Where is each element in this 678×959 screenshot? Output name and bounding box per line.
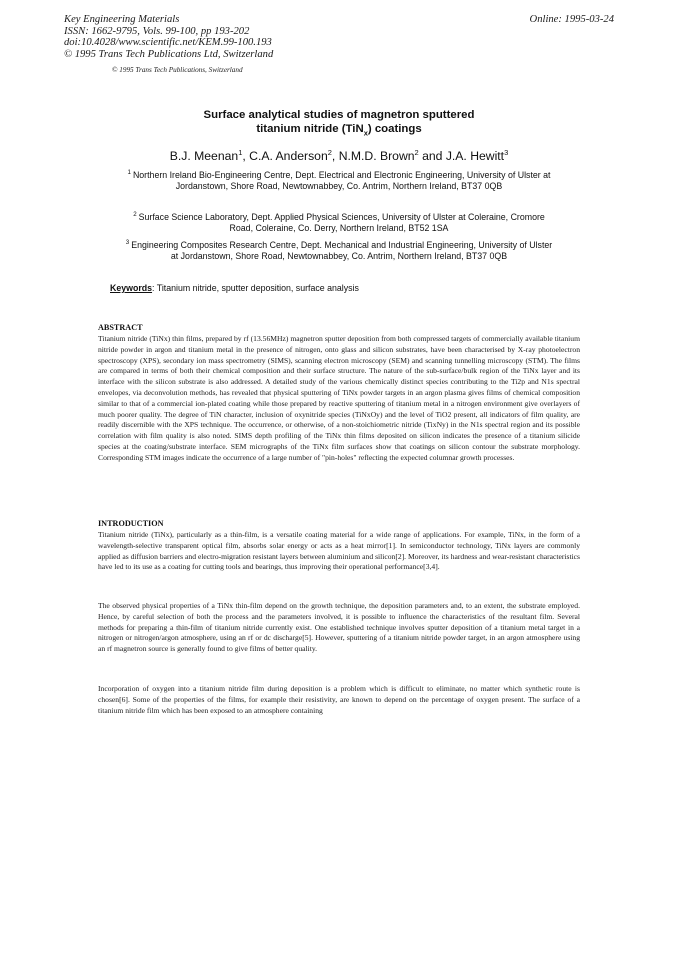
journal-issn: ISSN: 1662-9795, Vols. 99-100, pp 193-202 — [64, 25, 250, 37]
author-affiliation-mark: 2 — [414, 148, 419, 157]
keywords-label: Keywords — [110, 283, 153, 293]
paragraph: Titanium nitride (TiNx), particularly as a thin-film, is a versatile coating material for a wide range of applications. For example, TiNx, in the form of a wavelength-selective transparent optical film, absorbs solar energy or acts as a heat mirror[1]. In semiconductor technology, TiNx layers are commonly applied as diffusion barriers and electro-migration resistant layers between aluminium and silicon[2]. Moreover, its hardness and wear-resistant characteristics have led to its use as a coating for cutting tools and bearings, thus improving their operational performance[3,4]. — [98, 530, 580, 572]
title-line-1: Surface analytical studies of magnetron sputtered — [203, 109, 475, 121]
paper-title — [110, 108, 568, 140]
affiliation: $^3$ Engineering Composites Research Centre, Dept. Mechanical and Industrial Engineering, University of Ulster at Jordanstown, Shore Road, Newtownabbey, Co. Antrim, Northern Ireland, BT37 0QB — [125, 239, 553, 262]
author-name: N.M.D. Brown — [338, 149, 415, 164]
online-date: Online: 1995-03-24 — [529, 14, 614, 25]
affiliation: $^2$ Surface Science Laboratory, Dept. Applied Physical Sciences, University of Ulster at Coleraine, Cromore Road, Coleraine, Co. Derry, Northern Ireland, BT52 1SA — [133, 211, 545, 234]
journal-doi[interactable]: doi:10.4028/www.scientific.net/KEM.99-100.193 — [64, 37, 272, 49]
abstract-heading: ABSTRACT — [98, 323, 143, 332]
author-affiliation-mark: 3 — [504, 148, 509, 157]
abstract-text: Titanium nitride (TiNx) thin films, prepared by rf (13.56MHz) magnetron sputter deposition from both compressed targets of commercially available titanium nitride powder in argon and titanium metal in the presence of nitrogen, onto glass and silicon substrates, have been characterised by X-ray photoelectron spectroscopy (XPS), secondary ion mass spectrometry (SIMS), scanning electron microscopy (SEM) and scanning tunnelling microscopy (STM). The films are compared in terms of both their chemical composition and their surface structure. The nature of the sub-surface/bulk region of the TiNx layer and its interface with the silicon substrate is also addressed. A detailed study of the various chemically distinct species contributing to the Ti2p and N1s spectral envelopes, via deconvolution methods, has revealed that physical sputtering of TiNx powder targets in an argon plasma gives films of chemical composition similar to that of a commercial ion-plated coating while those prepared by reactive sputtering of titanium metal in a nitrogen environment give overlayers of much poorer quality. The degree of TiN character, inclusion of oxynitride species (TiNxOy) and the level of TiO2 present, all indicators of film quality, are readily discernible with the XPS technique. The occurrence, or otherwise, of a non-stoichiometric nitride (TixNy) in the N1s spectral region and its possible correlation with film quality is also noted. SIMS depth profiling of the TiNx thin films deposited on silicon indicates the presence of a titanium silicide species at the coating/substrate interface. SEM micrographs of the TiNx film surfaces show that coatings on silicon contour the substrate morphology. Corresponding STM images indicate the occurrence of a large number of "pin-holes" reflecting the expected columnar growth processes. — [98, 334, 580, 462]
keywords-list: : Titanium nitride, sputter deposition, surface analysis — [152, 283, 359, 293]
affiliation: $^1$ Northern Ireland Bio-Engineering Centre, Dept. Electrical and Electronic Engineering, University of Ulster at Jordanstown, Shore Road, Newtownabbey, Co. Antrim, Northern Ireland, BT37 0QB — [127, 169, 551, 192]
journal-header — [64, 14, 484, 60]
author-affiliation-mark: 2 — [327, 148, 332, 157]
journal-copyright: © 1995 Trans Tech Publications Ltd, Switzerland — [64, 48, 274, 60]
title-line-2: titanium nitride (TiN$_x$) coatings — [256, 123, 422, 138]
paragraph: Incorporation of oxygen into a titanium nitride film during deposition is a problem which is difficult to eliminate, no matter which synthetic route is chosen[6]. Some of the properties of the films, for example their resistivity, are known to depend on the percentage of oxygen present. The surface of a titanium nitride film which has been exposed to an atmosphere containing — [98, 684, 580, 715]
author-name: J.A. Hewitt — [445, 149, 505, 164]
keywords — [110, 283, 359, 293]
introduction-heading: INTRODUCTION — [98, 519, 164, 528]
journal-name: Key Engineering Materials — [64, 14, 180, 25]
paragraph: The observed physical properties of a TiNx thin-film depend on the growth technique, the deposition parameters and, to an extent, the substrate employed. Hence, by careful selection of both the process and the parameters involved, it is possible to influence the characteristics of the resultant film. Several methods for preparing a thin-film of titanium nitride currently exist. One established technique involves sputter deposition of a titanium metal target in a nitrogen or nitrogen/argon atmosphere, using an rf or dc discharge[5]. However, sputtering of a titanium nitride powder target, in an argon atmosphere using an rf magnetron source is generally found to give films of better quality. — [98, 601, 580, 654]
author-name: B.J. Meenan — [169, 149, 239, 164]
publisher-copyright: © 1995 Trans Tech Publications, Switzerland — [112, 66, 243, 74]
author-name: C.A. Anderson — [249, 149, 328, 164]
author-affiliation-mark: 1 — [238, 148, 243, 157]
author-list: B.J. Meenan$^1$, C.A. Anderson$^2$, N.M.D. Brown$^2$ and J.A. Hewitt$^3$ — [169, 148, 509, 164]
